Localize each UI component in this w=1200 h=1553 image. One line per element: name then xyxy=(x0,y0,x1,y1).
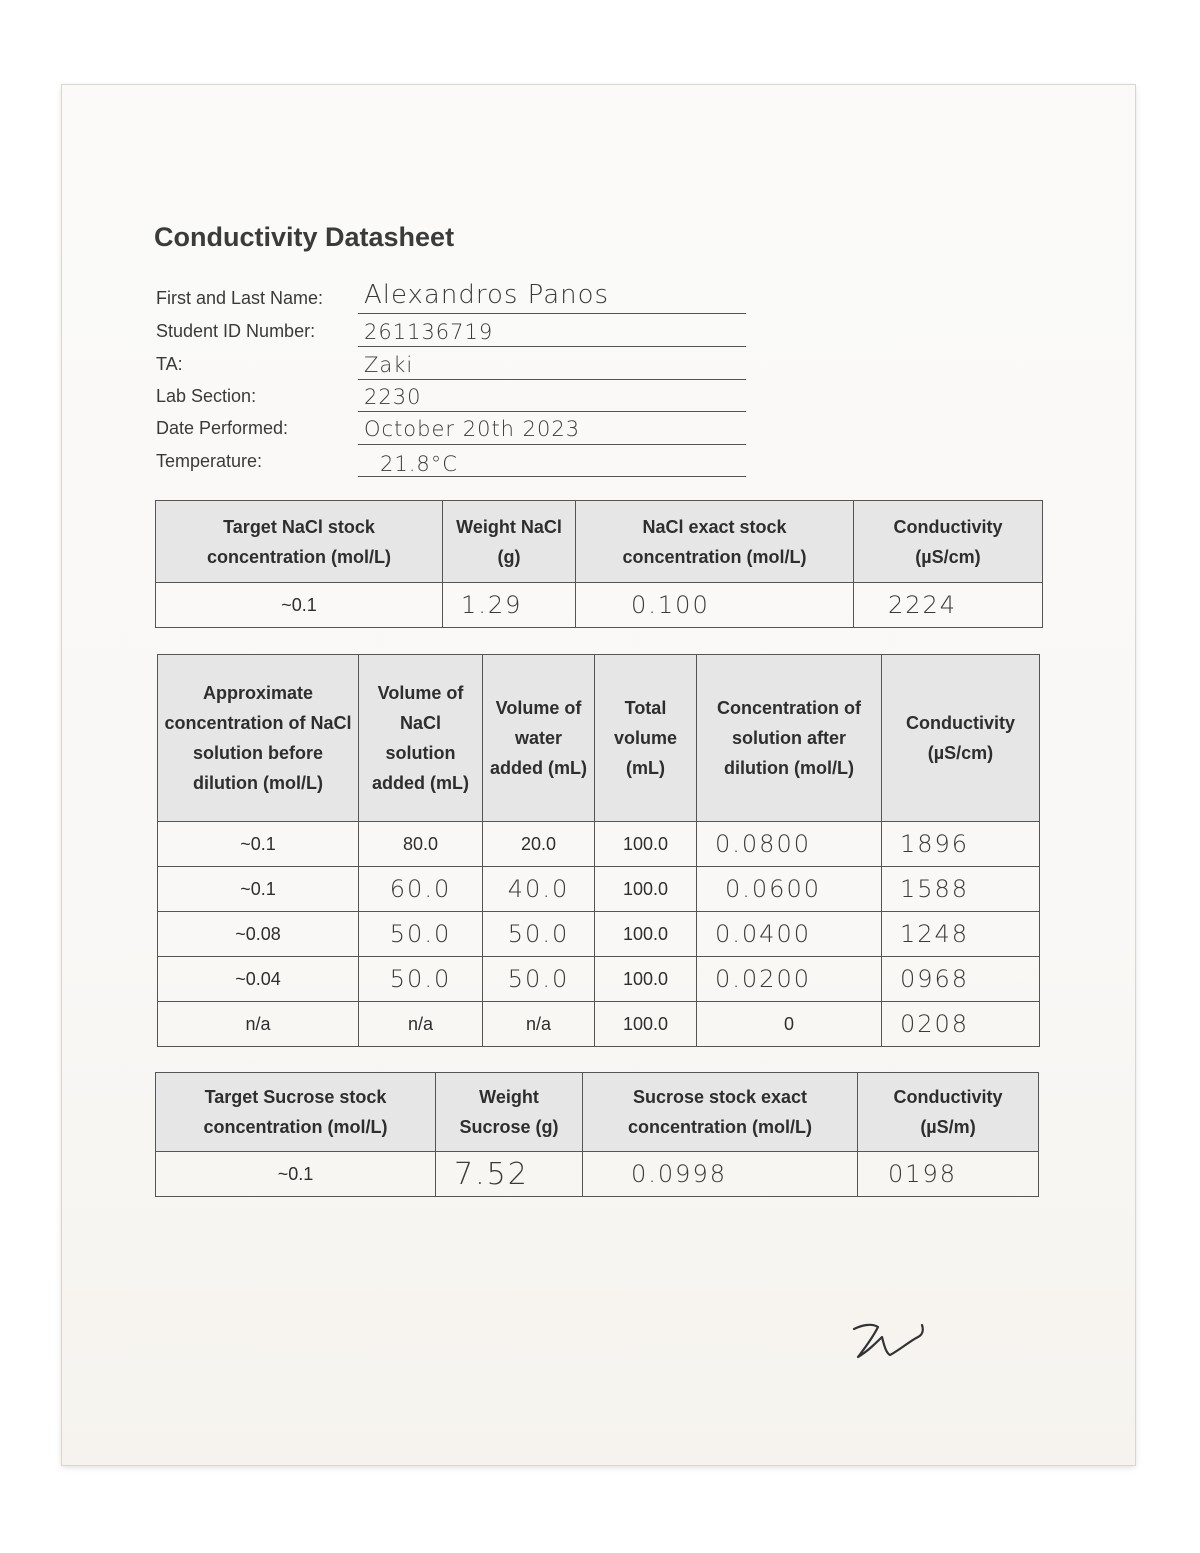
table-cell: 0.100 xyxy=(576,583,854,628)
table-header: Conductivity (µS/cm) xyxy=(882,655,1040,822)
table-cell: n/a xyxy=(158,1002,359,1047)
table-cell: 40.0 xyxy=(483,867,595,912)
student-id-label: Student ID Number: xyxy=(156,321,316,341)
table-cell: 100.0 xyxy=(595,867,697,912)
temperature-value: 21.8°C xyxy=(380,452,458,476)
table-cell: 80.0 xyxy=(359,822,483,867)
temperature-line xyxy=(358,476,746,477)
table-cell: ~0.04 xyxy=(158,957,359,1002)
table-cell: 0198 xyxy=(858,1152,1039,1197)
table-row xyxy=(158,957,1040,1002)
date-line xyxy=(358,444,746,445)
table-cell: 0.0200 xyxy=(697,957,882,1002)
table-cell: ~0.08 xyxy=(158,912,359,957)
temperature-label: Temperature: xyxy=(156,451,263,471)
dilution-table xyxy=(157,654,1040,1047)
table-cell: 2224 xyxy=(854,583,1043,628)
date-label: Date Performed: xyxy=(156,418,289,438)
lab-section-value: 2230 xyxy=(364,385,422,409)
table-header: NaCl exact stock concentration (mol/L) xyxy=(576,501,854,583)
table-header-row xyxy=(156,501,1043,583)
table-cell: 1896 xyxy=(882,822,1040,867)
table-cell: ~0.1 xyxy=(156,1152,436,1197)
table-header: Sucrose stock exact concentration (mol/L) xyxy=(583,1073,858,1152)
table-cell: 50.0 xyxy=(483,912,595,957)
table-cell: 100.0 xyxy=(595,957,697,1002)
date-value: October 20th 2023 xyxy=(364,417,581,441)
table-cell: 20.0 xyxy=(483,822,595,867)
table-cell: 0.0400 xyxy=(697,912,882,957)
table-header: Weight NaCl (g) xyxy=(443,501,576,583)
table-header: Total volume (mL) xyxy=(595,655,697,822)
table-cell: ~0.1 xyxy=(158,822,359,867)
table-header: Conductivity (µS/m) xyxy=(858,1073,1039,1152)
table-cell: 7.52 xyxy=(436,1152,583,1197)
table-cell: 1.29 xyxy=(443,583,576,628)
table-cell: 0.0998 xyxy=(583,1152,858,1197)
table-header-row xyxy=(158,655,1040,822)
table-cell: 1588 xyxy=(882,867,1040,912)
page-title: Conductivity Datasheet xyxy=(154,222,455,252)
table-header: Approximate concentration of NaCl solution before dilution (mol/L) xyxy=(158,655,359,822)
table-cell: 0208 xyxy=(882,1002,1040,1047)
table-cell: 0 xyxy=(697,1002,882,1047)
name-line xyxy=(358,313,746,314)
name-label: First and Last Name: xyxy=(156,288,324,308)
table-header: Concentration of solution after dilution (mol/L) xyxy=(697,655,882,822)
table-row xyxy=(158,822,1040,867)
table-row xyxy=(158,1002,1040,1047)
table-row xyxy=(156,583,1043,628)
table-cell: 100.0 xyxy=(595,822,697,867)
sucrose-stock-table xyxy=(155,1072,1039,1197)
table-cell: 50.0 xyxy=(359,957,483,1002)
student-id-line xyxy=(358,346,746,347)
table-header-row xyxy=(156,1073,1039,1152)
table-cell: 0.0600 xyxy=(697,867,882,912)
table-cell: 1248 xyxy=(882,912,1040,957)
table-header: Weight Sucrose (g) xyxy=(436,1073,583,1152)
ta-line xyxy=(358,379,746,380)
table-cell: ~0.1 xyxy=(156,583,443,628)
student-id-value: 261136719 xyxy=(364,320,494,344)
table-cell: n/a xyxy=(359,1002,483,1047)
table-header: Volume of NaCl solution added (mL) xyxy=(359,655,483,822)
table-header: Target Sucrose stock concentration (mol/L) xyxy=(156,1073,436,1152)
table-cell: 50.0 xyxy=(483,957,595,1002)
table-cell: 50.0 xyxy=(359,912,483,957)
table-row xyxy=(158,912,1040,957)
lab-section-line xyxy=(358,411,746,412)
table-cell: 0.0800 xyxy=(697,822,882,867)
signature-mark xyxy=(852,1315,932,1365)
table-cell: 60.0 xyxy=(359,867,483,912)
table-header: Volume of water added (mL) xyxy=(483,655,595,822)
lab-section-label: Lab Section: xyxy=(156,386,257,406)
table-cell: 100.0 xyxy=(595,1002,697,1047)
table-cell: n/a xyxy=(483,1002,595,1047)
table-header: Target NaCl stock concentration (mol/L) xyxy=(156,501,443,583)
name-value: Alexandros Panos xyxy=(364,280,610,310)
nacl-stock-table xyxy=(155,500,1043,628)
table-cell: 100.0 xyxy=(595,912,697,957)
ta-value: Zaki xyxy=(364,353,414,377)
table-header: Conductivity (µS/cm) xyxy=(854,501,1043,583)
table-cell: 0968 xyxy=(882,957,1040,1002)
table-row xyxy=(158,867,1040,912)
table-cell: ~0.1 xyxy=(158,867,359,912)
ta-label: TA: xyxy=(156,354,183,374)
table-row xyxy=(156,1152,1039,1197)
